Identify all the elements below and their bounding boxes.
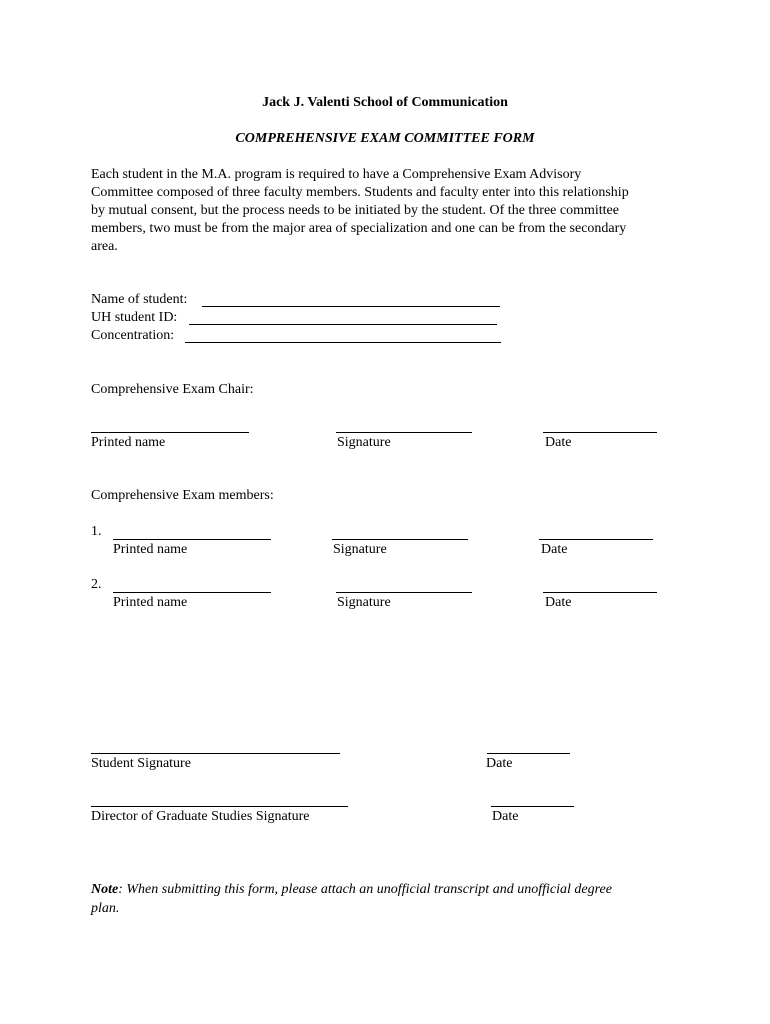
intro-paragraph [91, 166, 681, 256]
member-1-signature-label: Signature [333, 542, 387, 557]
member-2-printed-name-label: Printed name [113, 595, 188, 610]
student-date-field[interactable] [487, 753, 570, 754]
member-2-signature-field[interactable] [336, 592, 472, 593]
member-1-signature-field[interactable] [332, 539, 468, 540]
note-text: : When submitting this form, please attach an unofficial transcript and unofficial degree [118, 882, 612, 897]
members-heading: Comprehensive Exam members: [91, 488, 274, 503]
school-name: Jack J. Valenti School of Communication [262, 95, 508, 110]
note-text-continued: plan. [91, 901, 120, 916]
director-signature-field[interactable] [91, 806, 348, 807]
chair-signature-label: Signature [337, 435, 391, 450]
student-name-field[interactable] [202, 306, 500, 307]
student-id-label: UH student ID: [91, 310, 178, 325]
director-date-label: Date [492, 809, 519, 824]
intro-line: area. [91, 239, 118, 254]
member-1-date-label: Date [541, 542, 568, 557]
director-signature-label: Director of Graduate Studies Signature [91, 809, 310, 824]
concentration-field[interactable] [185, 342, 501, 343]
student-signature-label: Student Signature [91, 756, 191, 771]
student-id-field[interactable] [189, 324, 497, 325]
note-label: Note [91, 882, 119, 897]
director-date-field[interactable] [491, 806, 574, 807]
concentration-label: Concentration: [91, 328, 175, 343]
member-1-date-field[interactable] [539, 539, 653, 540]
student-date-label: Date [486, 756, 513, 771]
submission-note [91, 880, 691, 918]
member-1-printed-name-label: Printed name [113, 542, 188, 557]
chair-date-label: Date [545, 435, 572, 450]
member-1-printed-name-field[interactable] [113, 539, 271, 540]
intro-line: Committee composed of three faculty members. Students and faculty enter into this relationship [91, 185, 629, 200]
chair-printed-name-field[interactable] [91, 432, 249, 433]
chair-printed-name-label: Printed name [91, 435, 166, 450]
member-1-number: 1. [91, 524, 102, 539]
chair-signature-field[interactable] [336, 432, 472, 433]
chair-date-field[interactable] [543, 432, 657, 433]
form-title: COMPREHENSIVE EXAM COMMITTEE FORM [235, 131, 535, 146]
intro-line: members, two must be from the major area of specialization and one can be from the secondary [91, 221, 627, 236]
student-name-label: Name of student: [91, 292, 188, 307]
member-2-date-field[interactable] [543, 592, 657, 593]
student-signature-field[interactable] [91, 753, 340, 754]
intro-line: Each student in the M.A. program is required to have a Comprehensive Exam Advisory [91, 167, 582, 182]
member-2-number: 2. [91, 577, 102, 592]
member-2-signature-label: Signature [337, 595, 391, 610]
intro-line: by mutual consent, but the process needs to be initiated by the student. Of the three committee [91, 203, 619, 218]
member-2-date-label: Date [545, 595, 572, 610]
member-2-printed-name-field[interactable] [113, 592, 271, 593]
chair-heading: Comprehensive Exam Chair: [91, 382, 254, 397]
